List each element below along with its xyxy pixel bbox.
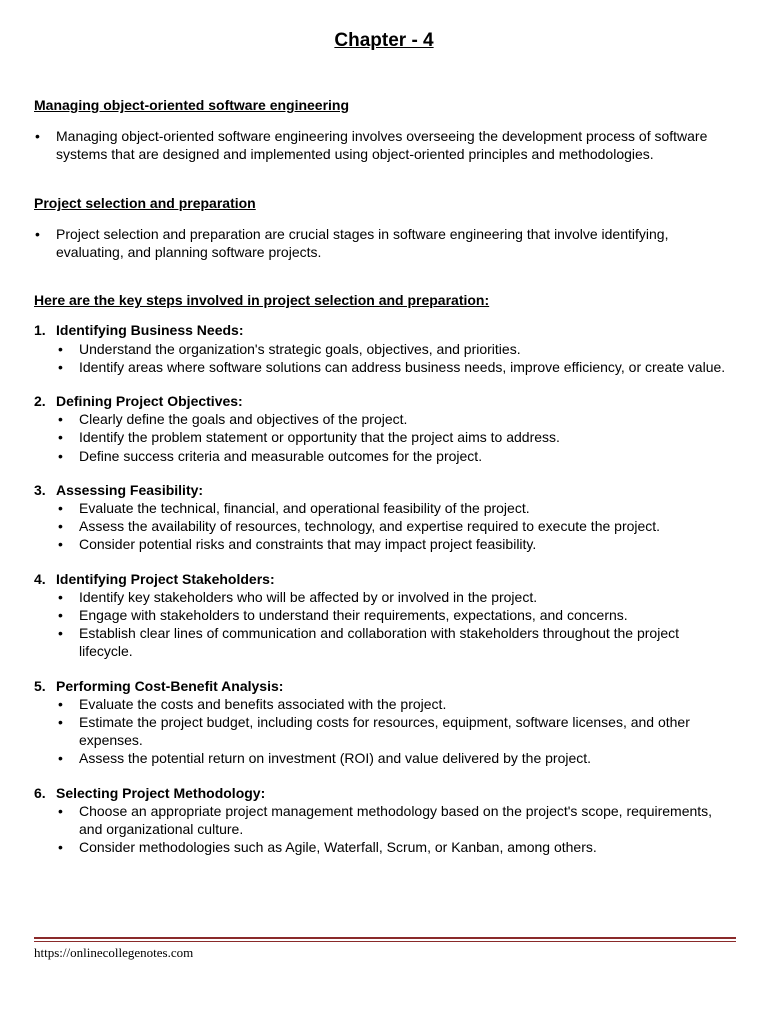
step-1 (34, 321, 734, 376)
list-item: • Identify key stakeholders who will be affected by or involved in the project. (34, 588, 734, 606)
footer-divider (34, 937, 736, 939)
step-title-text: Identifying Project Stakeholders: (56, 570, 275, 587)
step-bullet-list (34, 499, 734, 554)
section1-bullet-list (34, 127, 734, 163)
footer-divider-thin (34, 941, 736, 942)
section-heading-project-selection: Project selection and preparation (34, 194, 256, 211)
step-number: 5. (34, 677, 46, 694)
step-title-text: Identifying Business Needs: (56, 322, 244, 339)
list-item: • Define success criteria and measurable outcomes for the project. (34, 447, 734, 465)
document-body (34, 96, 734, 857)
list-item: • Consider potential risks and constraints that may impact project feasibility. (34, 535, 734, 553)
page-title: Chapter - 4 (334, 30, 434, 51)
step-bullet-list (34, 802, 734, 857)
step-title (34, 784, 734, 802)
step-number: 2. (34, 393, 46, 410)
list-item: • Project selection and preparation are crucial stages in software engineering that involve identifying, evaluating, and planning software projects. (34, 225, 734, 261)
step-title (34, 321, 734, 339)
list-item: • Assess the potential return on investment (ROI) and value delivered by the project. (34, 749, 734, 767)
step-5 (34, 677, 734, 768)
step-4 (34, 570, 734, 661)
section2-bullet-list (34, 225, 734, 261)
list-item: • Identify areas where software solutions can address business needs, improve efficiency, or create value. (34, 358, 734, 376)
list-item: • Choose an appropriate project management methodology based on the project's scope, requirements, and organizational culture. (34, 802, 734, 838)
step-6 (34, 784, 734, 857)
step-bullet-list (34, 340, 734, 376)
list-item: • Consider methodologies such as Agile, Waterfall, Scrum, or Kanban, among others. (34, 838, 734, 856)
step-title-text: Performing Cost-Benefit Analysis: (56, 677, 284, 694)
step-title-text: Assessing Feasibility: (56, 481, 204, 498)
step-title (34, 392, 734, 410)
step-title-text: Selecting Project Methodology: (56, 784, 266, 801)
step-bullet-list (34, 410, 734, 465)
footer-url: https://onlinecollegenotes.com (34, 945, 194, 960)
step-bullet-list (34, 588, 734, 661)
step-title (34, 570, 734, 588)
step-number: 4. (34, 570, 46, 587)
list-item: • Understand the organization's strategic goals, objectives, and priorities. (34, 340, 734, 358)
list-item: • Clearly define the goals and objectives of the project. (34, 410, 734, 428)
step-number: 1. (34, 322, 46, 339)
list-item: • Establish clear lines of communication and collaboration with stakeholders throughout the project lifecycle. (34, 624, 734, 660)
step-title (34, 481, 734, 499)
section-heading-managing-oose: Managing object-oriented software engineering (34, 97, 350, 113)
step-title-text: Defining Project Objectives: (56, 393, 243, 410)
list-item: • Estimate the project budget, including costs for resources, equipment, software licenses, and other expenses. (34, 713, 734, 749)
step-bullet-list (34, 695, 734, 768)
step-title (34, 677, 734, 695)
step-3 (34, 481, 734, 554)
list-item: • Evaluate the technical, financial, and operational feasibility of the project. (34, 499, 734, 517)
list-item: • Engage with stakeholders to understand their requirements, expectations, and concerns. (34, 606, 734, 624)
step-number: 3. (34, 481, 46, 498)
step-number: 6. (34, 784, 46, 801)
list-item: • Assess the availability of resources, technology, and expertise required to execute the project. (34, 517, 734, 535)
section-heading-key-steps: Here are the key steps involved in project selection and preparation: (34, 292, 490, 309)
step-2 (34, 392, 734, 465)
list-item: • Managing object-oriented software engineering involves overseeing the development process of software systems that are designed and implemented using object-oriented principles and methodologies. (34, 127, 734, 163)
list-item: • Identify the problem statement or opportunity that the project aims to address. (34, 428, 734, 446)
list-item: • Evaluate the costs and benefits associated with the project. (34, 695, 734, 713)
